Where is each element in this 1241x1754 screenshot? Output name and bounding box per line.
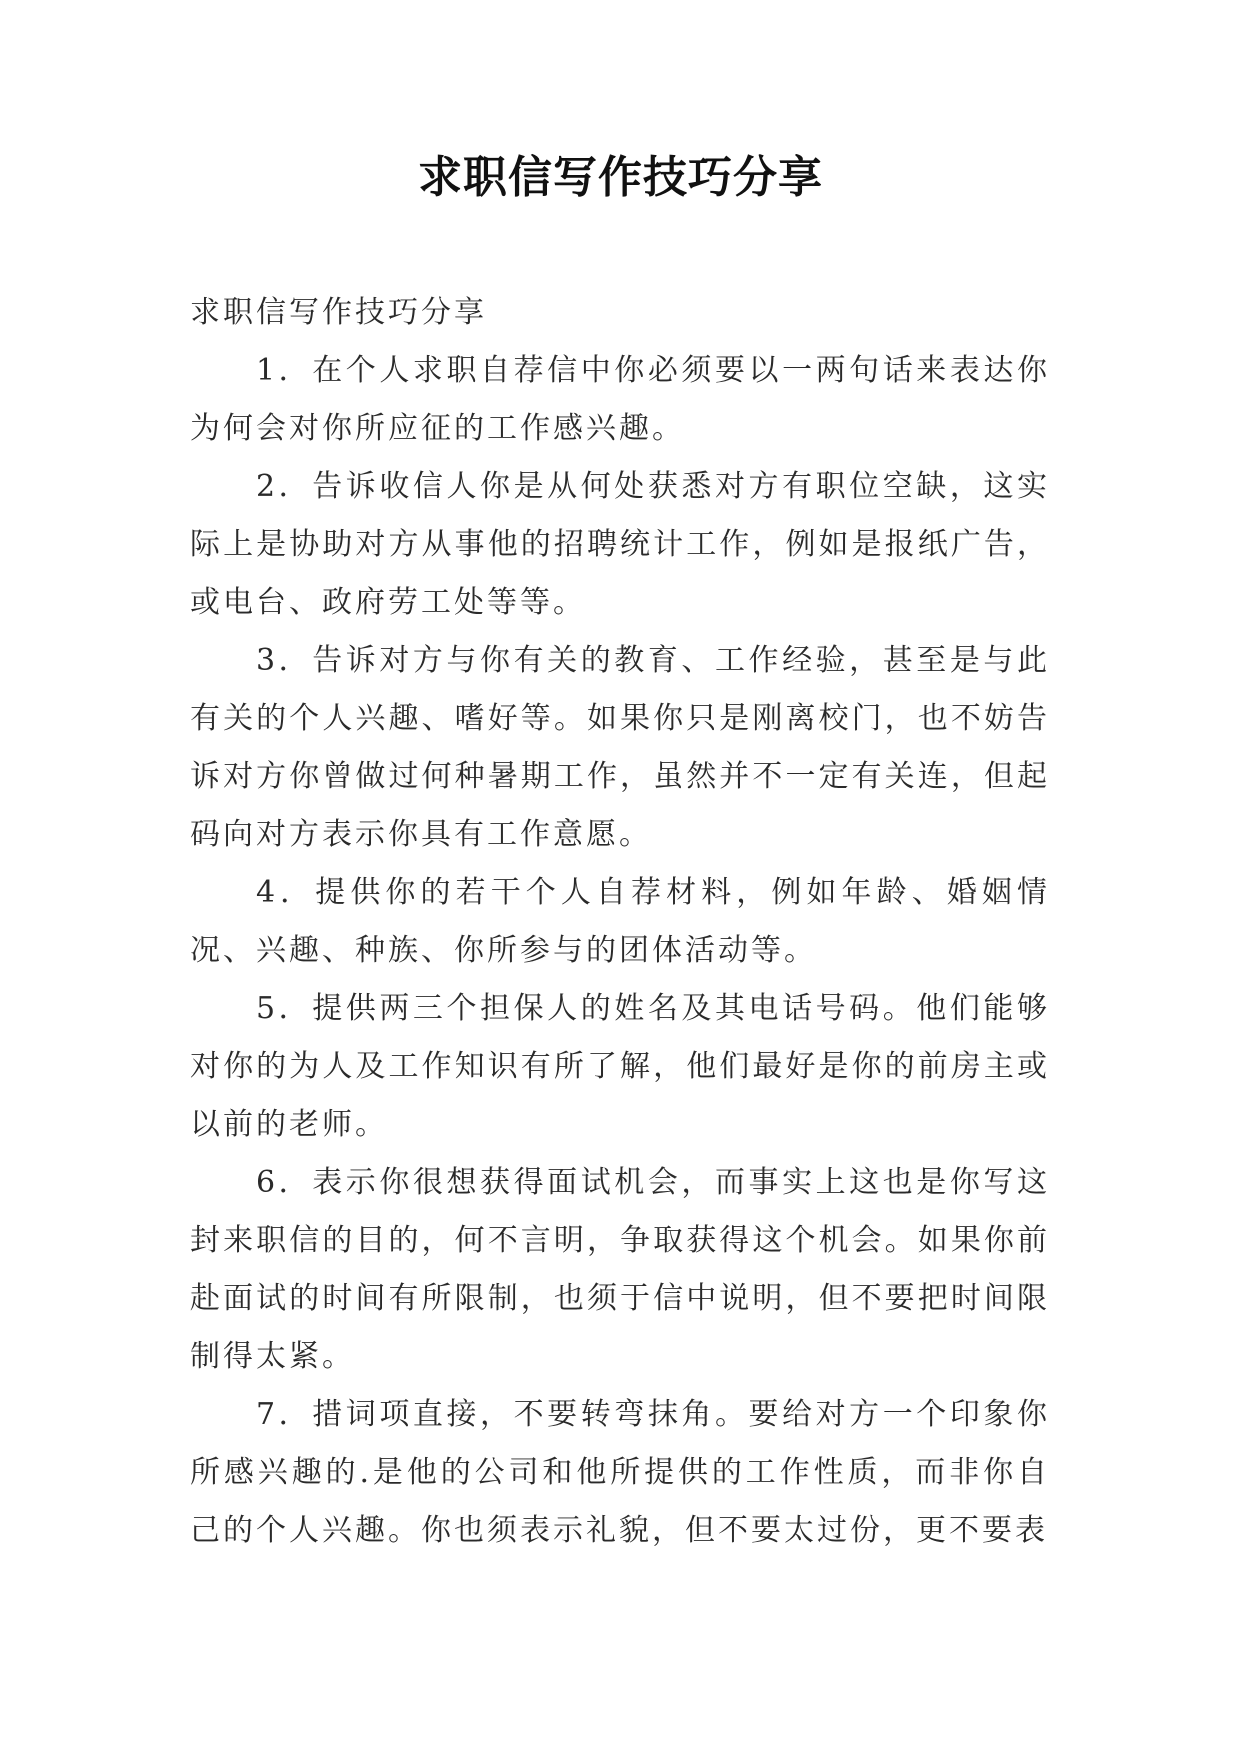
paragraph-4: 4．提供你的若干个人自荐材料，例如年龄、婚姻情况、兴趣、种族、你所参与的团体活动等。 [190, 875, 1050, 968]
paragraph-1: 1．在个人求职自荐信中你必须要以一两句话来表达你为何会对你所应征的工作感兴趣。 [190, 353, 1050, 446]
paragraph-3: 3．告诉对方与你有关的教育、工作经验，甚至是与此有关的个人兴趣、嗜好等。如果你只是刚离校门，也不妨告诉对方你曾做过何种暑期工作，虽然并不一定有关连，但起码向对方表示你具有工作意愿。 [190, 643, 1050, 852]
document-body [190, 284, 1050, 1560]
paragraph-2: 2．告诉收信人你是从何处获悉对方有职位空缺，这实际上是协助对方从事他的招聘统计工作，例如是报纸广告，或电台、政府劳工处等等。 [190, 469, 1050, 620]
paragraph-7: 7．措词项直接，不要转弯抹角。要给对方一个印象你所感兴趣的.是他的公司和他所提供的工作性质，而非你自己的个人兴趣。你也须表示礼貌，但不要太过份，更不要表 [190, 1397, 1050, 1548]
paragraph-5: 5．提供两三个担保人的姓名及其电话号码。他们能够对你的为人及工作知识有所了解，他们最好是你的前房主或以前的老师。 [190, 991, 1050, 1142]
document-title: 求职信写作技巧分享 [418, 152, 823, 203]
document-subheading: 求职信写作技巧分享 [190, 295, 487, 330]
paragraph-6: 6．表示你很想获得面试机会，而事实上这也是你写这封来职信的目的，何不言明，争取获得这个机会。如果你前赴面试的时间有所限制，也须于信中说明，但不要把时间限制得太紧。 [190, 1165, 1050, 1374]
